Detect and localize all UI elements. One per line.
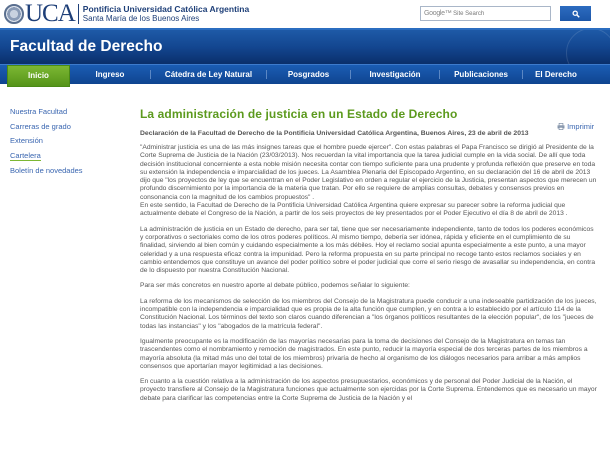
sidebar-item-label: Nuestra Facultad [10, 107, 68, 116]
article-paragraph: En cuanto a la cuestión relativa a la administración de los aspectos presupuestarios, económicos y de personal del Poder Judicial de la Nación, el proyecto transfiere al Consejo de la Magistratura funciones que actualmente son ejercidas por la Corte Suprema. Entendemos que es necesario un mayor debate para clarificar las competencias entre la Corte Suprema de Justicia de la Nación y el [140, 378, 597, 402]
sidebar-item-label: Boletín de novedades [10, 165, 83, 175]
print-label: Imprimir [567, 122, 595, 131]
logo-divider [78, 4, 79, 24]
nav-item-catedra-ley-natural[interactable] [151, 65, 266, 85]
nav-item-ingreso[interactable] [70, 65, 150, 85]
article-title: La administración de justicia en un Estado de Derecho [140, 107, 458, 121]
nav-label: Publicaciones [454, 70, 508, 79]
nav-item-inicio[interactable] [7, 65, 70, 87]
article-paragraph: Para ser más concretos en nuestro aporte al debate público, podemos señalar lo siguiente: [140, 282, 410, 290]
article-paragraph: La administración de justicia en un Estado de derecho, para ser tal, tiene que ser necesariamente independiente, tanto de todos los poderes económicos y corporativos o sectoriales como de los otros poderes políticos. Al mismo tiempo, debería ser idónea, rápida y eficiente en el cumplimiento de su finalidad, sirviendo al bien común y cuidando especialmente a los más débiles. Hoy el reclamo social apunta especialmente a este punto, a una mayor celeridad y a una respuesta eficaz contra la impunidad. Pero la reforma propuesta en su parte principal no recoge tanto estos reclamos sociales y en cambio entendemos que constituye un avance del poder político sobre el poder judicial que corre el serio riesgo de avasallar su independencia, en contra de lo dispuesto por nuestra Constitución Nacional. [140, 225, 596, 275]
sidebar-item-nuestra-facultad[interactable] [10, 105, 120, 120]
sidebar-item-label: Carreras de grado [10, 121, 71, 131]
logo-university-name: Pontificia Universidad Católica Argentina [82, 4, 250, 14]
section-banner [0, 28, 610, 64]
sidebar-item-label: Cartelera [10, 151, 41, 161]
nav-label: Ingreso [95, 70, 125, 79]
nav-item-posgrados[interactable] [267, 65, 350, 85]
sidebar [10, 105, 120, 178]
sidebar-item-label: Extensión [10, 136, 43, 146]
watermark-seal-icon [566, 28, 610, 64]
main-nav [0, 64, 610, 84]
nav-label: El Derecho [535, 70, 577, 79]
sidebar-item-boletin-de-novedades[interactable] [10, 164, 120, 179]
article-paragraph: En este sentido, la Facultad de Derecho de la Pontificia Universidad Católica Argentina quiere expresar su parecer sobre la reforma judicial que actualmente debate el Congreso de la Nación, a partir de los seis proyectos de ley presentados por el Poder Ejecutivo el día 8 de abril de 2013 . [140, 202, 568, 218]
top-header [0, 0, 610, 28]
nav-label: Investigación [369, 70, 421, 79]
article-paragraph: Igualmente preocupante es la modificación de las mayorías necesarias para la toma de decisiones del Consejo de la Magistratura en temas tan trascendentes como el nombramiento y remoción de magistrados. En este punto, reducir la mayoría especial de dos terceras partes de los miembros a mayoría absoluta (la mitad más uno del total de los miembros) privaría de hecho al organismo de los diálogos necesarios para arribar a más amplios consensos que aportarían mayor legitimidad a las decisiones. [140, 337, 588, 370]
nav-item-el-derecho[interactable] [523, 65, 589, 85]
sidebar-item-extension[interactable] [10, 134, 120, 149]
search-placeholder: Site Search [453, 11, 485, 17]
university-seal-icon [4, 4, 24, 24]
sidebar-item-carreras-de-grado[interactable] [10, 120, 120, 135]
article-content [140, 107, 598, 403]
search-button[interactable] [560, 6, 591, 21]
logo-mark: UCA [25, 0, 75, 27]
sidebar-item-cartelera[interactable] [10, 149, 120, 164]
search-icon [572, 10, 580, 18]
uca-logo[interactable] [4, 2, 249, 26]
article-paragraph: "Administrar justicia es una de las más insignes tareas que el hombre puede ejercer". Con estas palabras el Papa Francisco se dirigió al Presidente de la Corte Suprema de Justicia de la Nación (23/03/2013). Nos recuerdan la vital importancia que la tarea judicial cumple en la vida social. De allí que toda decisión institucional concerniente a esta noble misión necesita contar con tiempo suficiente para una prudente y profunda reflexión que preserve en toda su extensión la independencia e imparcialidad de los jueces. La Asamblea Plenaria del Episcopado Argentino, en su declaración del 16 de abril de 2013 dijo que "los proyectos de ley que se encuentran en el Poder Legislativo en orden a regular el ejercicio de la Justicia, presentan aspectos que merecen un profundo discernimiento por la importancia de la materia que tratan. Por ello se requiere de amplias consultas, debates y consensos previos en consonancia con la magnitud de los cambios propuestos" . [140, 144, 597, 201]
nav-item-investigacion[interactable] [351, 65, 439, 85]
logo-university-subtitle: Santa María de los Buenos Aires [82, 14, 200, 23]
google-brand-label: Google™ [424, 10, 452, 17]
site-search-input[interactable] [420, 6, 551, 21]
nav-label: Inicio [28, 71, 49, 80]
nav-label: Cátedra de Ley Natural [164, 70, 253, 79]
article-paragraph: La reforma de los mecanismos de selección de los miembros del Consejo de la Magistratura puede conducir a una indeseable partidización de los jueces, incompatible con la independencia e imparcialidad que es propia de la alta función que cumplen, y en contra a lo establecido por el artículo 114 de la Constitución Nacional. Los términos del texto son claros cuando diferencian a "los órganos políticos resultantes de la elección popular", de los "jueces de todas las instancias" y los "abogados de la matrícula federal". [140, 297, 597, 330]
nav-label: Posgrados [287, 70, 330, 79]
faculty-title: Facultad de Derecho [10, 38, 163, 55]
nav-item-publicaciones[interactable] [440, 65, 522, 85]
article-subtitle: Declaración de la Facultad de Derecho de la Pontificia Universidad Católica Argentina, Buenos Aires, 23 de abril de 2013 [140, 130, 529, 137]
